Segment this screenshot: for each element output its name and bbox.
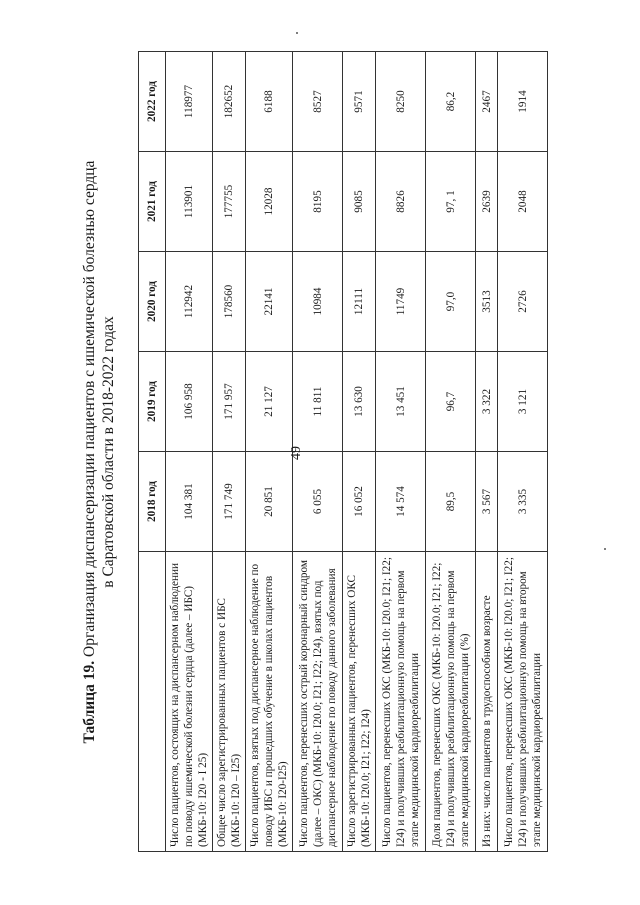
cell-2019: 96,7 [426, 352, 476, 452]
cell-2021: 8826 [376, 152, 426, 252]
table-row [343, 52, 376, 852]
cell-2021: 2048 [498, 152, 548, 252]
header-indicator [139, 552, 166, 852]
caption-label: Таблица 19. [81, 660, 98, 744]
cell-2021: 177755 [213, 152, 246, 252]
cell-2019: 11 811 [293, 352, 343, 452]
rotated-page-content [80, 52, 560, 852]
cell-2020: 11749 [376, 252, 426, 352]
cell-2018: 20 851 [246, 452, 293, 552]
cell-2018: 3 567 [476, 452, 498, 552]
cell-2018: 6 055 [293, 452, 343, 552]
cell-2020: 97,0 [426, 252, 476, 352]
table-row [498, 52, 548, 852]
cell-2020: 3513 [476, 252, 498, 352]
cell-2022: 9571 [343, 52, 376, 152]
cell-2022: 8527 [293, 52, 343, 152]
row-label: Доля пациентов, перенесших ОКС (МКБ-10: I20.0; I21; I22; I24) и получивших реабилитационную помощь на первом этапе медицинской кардиореабилитации (%) [426, 552, 476, 852]
cell-2022: 118977 [166, 52, 213, 152]
cell-2020: 22141 [246, 252, 293, 352]
row-label: Число пациентов, взятых под диспансерное наблюдение по поводу ИБС и прошедших обучение в школах пациентов (МКБ-10: I20-I25) [246, 552, 293, 852]
table-caption [80, 52, 118, 852]
row-label: Число пациентов, состоящих на диспансерном наблюдении по поводу ишемической болезни сердца (далее – ИБС) (МКБ-10: I20 - I 25) [166, 552, 213, 852]
cell-2022: 2467 [476, 52, 498, 152]
row-label: Общее число зарегистрированных пациентов с ИБС (МКБ-10: I20 – I25) [213, 552, 246, 852]
cell-2021: 9085 [343, 152, 376, 252]
cell-2022: 1914 [498, 52, 548, 152]
cell-2022: 8250 [376, 52, 426, 152]
cell-2019: 13 451 [376, 352, 426, 452]
cell-2018: 16 052 [343, 452, 376, 552]
cell-2019: 106 958 [166, 352, 213, 452]
table-row [166, 52, 213, 852]
cell-2021: 12028 [246, 152, 293, 252]
dispensary-table [138, 51, 548, 852]
cell-2018: 104 381 [166, 452, 213, 552]
table-row [476, 52, 498, 852]
cell-2018: 171 749 [213, 452, 246, 552]
caption-line-1 [80, 52, 99, 852]
cell-2018: 3 335 [498, 452, 548, 552]
caption-title: Организация диспансеризации пациентов с ишемической болезнью сердца [81, 160, 98, 661]
caption-line-2: в Саратовской области в 2018-2022 годах [100, 316, 117, 588]
row-label: Число пациентов, перенесших острый коронарный синдром (далее – ОКС) (МКБ-10: I20.0; I21; I22; I24), взятых под диспансерное наблюдение по поводу данного заболевания [293, 552, 343, 852]
row-label: Число зарегистрированных пациентов, перенесших ОКС (МКБ-10: I20.0; I21; I22; I24) [343, 552, 376, 852]
cell-2021: 113901 [166, 152, 213, 252]
cell-2022: 6188 [246, 52, 293, 152]
table-row [426, 52, 476, 852]
table-header-row [139, 52, 166, 852]
cell-2022: 86,2 [426, 52, 476, 152]
header-2018: 2018 год [139, 452, 166, 552]
cell-2020: 112942 [166, 252, 213, 352]
cell-2020: 2726 [498, 252, 548, 352]
table-row [246, 52, 293, 852]
cell-2020: 178560 [213, 252, 246, 352]
scan-speck [604, 548, 606, 550]
cell-2022: 182652 [213, 52, 246, 152]
cell-2019: 13 630 [343, 352, 376, 452]
cell-2019: 21 127 [246, 352, 293, 452]
cell-2020: 10984 [293, 252, 343, 352]
page-number: 49 [289, 446, 304, 460]
cell-2019: 3 121 [498, 352, 548, 452]
header-2019: 2019 год [139, 352, 166, 452]
scan-speck [296, 32, 298, 34]
header-2021: 2021 год [139, 152, 166, 252]
cell-2020: 12111 [343, 252, 376, 352]
header-2020: 2020 год [139, 252, 166, 352]
row-label: Из них: число пациентов в трудоспособном возрасте [476, 552, 498, 852]
cell-2019: 3 322 [476, 352, 498, 452]
cell-2018: 14 574 [376, 452, 426, 552]
cell-2018: 89,5 [426, 452, 476, 552]
table-row [213, 52, 246, 852]
table-row [376, 52, 426, 852]
cell-2019: 171 957 [213, 352, 246, 452]
row-label: Число пациентов, перенесших ОКС (МКБ-10: I20.0; I21; I22; I24) и получивших реабилитационную помощь на втором этапе медицинской кардиореабилитации [498, 552, 548, 852]
row-label: Число пациентов, перенесших ОКС (МКБ-10: I20.0; I21; I22; I24) и получивших реабилитационную помощь на первом этапе медицинской кардиореабилитации [376, 552, 426, 852]
cell-2021: 97, 1 [426, 152, 476, 252]
header-2022: 2022 год [139, 52, 166, 152]
cell-2021: 8195 [293, 152, 343, 252]
cell-2021: 2639 [476, 152, 498, 252]
